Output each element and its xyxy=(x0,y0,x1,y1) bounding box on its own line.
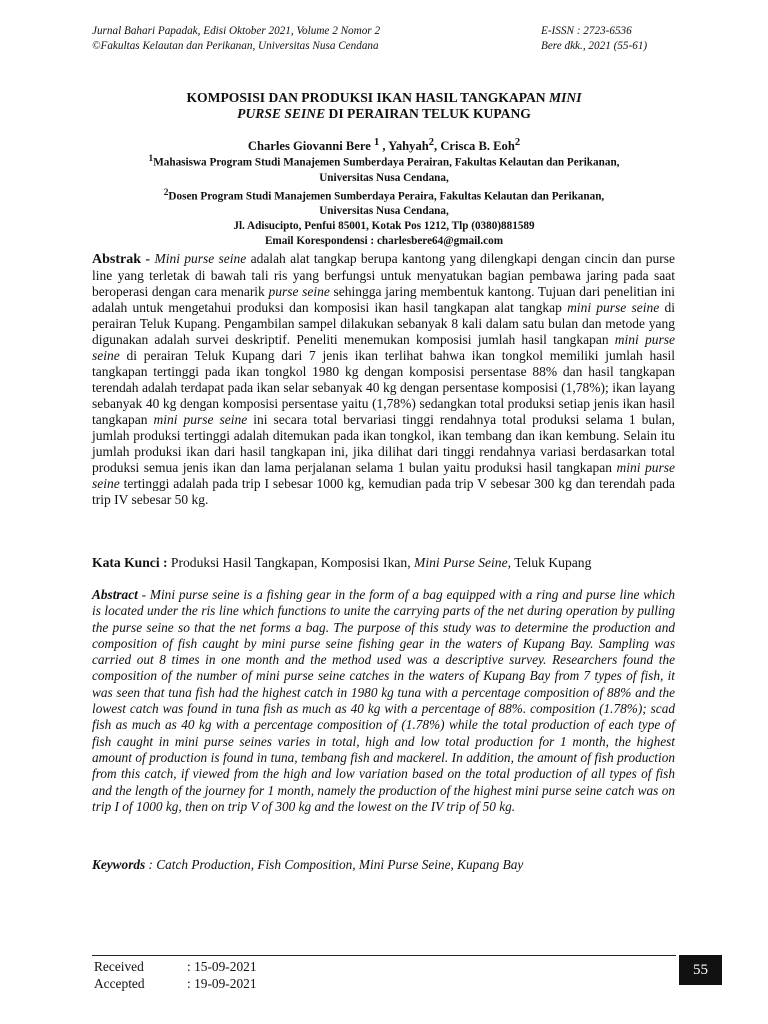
abstract-en-paragraph xyxy=(92,587,675,815)
abstract-en-label: Abstract xyxy=(92,587,138,602)
title-line2-italic: PURSE SEINE xyxy=(237,106,326,121)
author-3-sup: 2 xyxy=(514,137,521,148)
affiliation-1: Mahasiswa Program Studi Manajemen Sumberdaya Perairan, Fakultas Kelautan dan Perikanan, xyxy=(153,156,620,169)
correspondence-email: Email Korespondensi : charlesbere64@gmail.com xyxy=(264,235,504,248)
affiliation-2-sup: 2 xyxy=(163,187,169,198)
address: Jl. Adisucipto, Penfui 85001, Kotak Pos 1212, Tlp (0380)881589 xyxy=(233,220,535,233)
kata-kunci xyxy=(92,555,675,571)
keywords-en-text: : Catch Production, Fish Composition, Mini Purse Seine, Kupang Bay xyxy=(145,857,524,872)
affiliations xyxy=(92,152,676,249)
abstrak-italic-1: Mini purse seine xyxy=(154,251,247,266)
received-date: : 15-09-2021 xyxy=(187,959,257,974)
keywords-en-label: Keywords xyxy=(92,857,146,872)
abstrak-paragraph xyxy=(92,251,675,508)
journal-header: Jurnal Bahari Papadak, Edisi Oktober 2021, Volume 2 Nomor 2 xyxy=(92,25,381,37)
author-1-sup: 1 xyxy=(373,137,380,148)
title-line1: KOMPOSISI DAN PRODUKSI IKAN HASIL TANGKAPAN xyxy=(186,90,550,105)
title-line2: DI PERAIRAN TELUK KUPANG xyxy=(325,106,531,121)
author-1: Charles Giovanni Bere xyxy=(247,139,374,154)
abstrak-text-5: ini secara total bervariasi tinggi rendahnya total produksi selama 1 bulan, jumlah produksi tertinggi adalah ditemukan pada ikan tongkol, ikan tembang dan ikan kembung. Selain itu jumlah produksi ikan dari hasil tangkapan ini, jika dilihat dari tinggi rendahnya variasi berdasarkan total produksi semua jenis ikan dan lama perjalanan selama 1 bulan yaitu produksi hasil tangkapan xyxy=(92,412,675,475)
affiliation-2-university: Universitas Nusa Cendana, xyxy=(319,205,449,218)
paper-title xyxy=(92,90,676,122)
faculty-header: ©Fakultas Kelautan dan Perikanan, Universitas Nusa Cendana xyxy=(92,40,379,52)
abstrak-text-6: tertinggi adalah pada trip I sebesar 1000 kg, kemudian pada trip V sebesar 300 kg dan terendah pada trip IV sebesar 50 kg. xyxy=(92,476,675,507)
abstrak-text-4: di perairan Teluk Kupang dari 7 jenis ikan terlihat bahwa ikan tongkol memiliki jumlah hasil tangkapan tertinggi pada ikan tongkol 1980 kg dengan komposisi persentase 88% dan hasil tangkapan terendah adalah terdapat pada ikan selar sebanyak 40 kg dengan persentase komposisi (1,78%); ikan layang sebanyak 40 kg dengan komposisi persentase yaitu (1,78%) sedangkan total produksi setiap jenis ikan hasil tangkapan xyxy=(92,348,675,427)
title-line1-italic: MINI xyxy=(549,90,582,105)
abstrak-text-3: di perairan Teluk Kupang. Pengambilan sampel dilakukan sebanyak 8 kali dalam satu bulan dan metode yang digunakan adalah survei deskriptif. Peneliti menemukan komposisi jumlah hasil tangkapan xyxy=(92,300,675,347)
abstrak-italic-4: mini purse seine xyxy=(92,332,675,363)
footer-divider xyxy=(92,955,676,956)
affiliation-1-sup: 1 xyxy=(148,154,154,164)
page-number: 55 xyxy=(679,955,722,985)
accepted-label: Accepted xyxy=(94,976,145,991)
abstrak-label: Abstrak - xyxy=(92,252,155,267)
affiliation-2: Dosen Program Studi Manajemen Sumberdaya Peraira, Fakultas Kelautan dan Perikanan, xyxy=(168,190,605,203)
abstrak-text-2: sehingga jaring membentuk kantong. Tujuan dari penelitian ini adalah untuk mengetahui produksi dan komposisi ikan hasil tangkapan alat tangkap xyxy=(92,284,675,315)
received-label: Received xyxy=(94,959,144,974)
keywords-en xyxy=(92,857,675,873)
citation-header: Bere dkk., 2021 (55-61) xyxy=(541,40,648,52)
abstrak-text-1: adalah alat tangkap berupa kantong yang dilengkapi dengan cincin dan purse line yang terletak di bawah tali ris yang berfungsi untuk menyatukan bagian pembawa jaring pada saat beroperasi dengan cara menarik xyxy=(92,251,675,299)
abstrak-italic-3: mini purse seine xyxy=(567,300,660,315)
author-2: , Yahyah xyxy=(379,139,429,154)
kata-kunci-text-2: Teluk Kupang xyxy=(511,555,592,570)
author-3: , Crisca B. Eoh xyxy=(434,139,515,154)
issn-header: E-ISSN : 2723-6536 xyxy=(541,25,632,37)
kata-kunci-text-1: Produksi Hasil Tangkapan, Komposisi Ikan, xyxy=(170,555,415,570)
abstrak-italic-2: purse seine xyxy=(268,284,330,299)
author-2-sup: 2 xyxy=(428,137,435,148)
abstrak-italic-5: mini purse seine xyxy=(153,412,248,427)
abstract-en-text: - Mini purse seine is a fishing gear in the form of a bag equipped with a ring and purse line which is located under the ris line which functions to unite the carrying parts of the net during operation by pulling the purse seine so that the net forms a bag. The purpose of this study was to determine the production and composition of fish caught by mini purse seine fishing gear in the waters of Kupang Bay. Sampling was carried out 8 times in one month and the method used was a descriptive survey. Researchers found the composition of the number of mini purse seine catches in the waters of Kupang Bay from 7 types of fish, it was seen that tuna fish had the highest catch in 1980 kg tuna with a percentage composition of 88% and the lowest catch was found in tuna fish as much as 40 kg with a percentage of 88%. composition (1.78%); scad fish as much as 40 kg with a percentage composition of (1.78%) while the total production of each type of fish caught in mini purse seines varies in total, high and low total production for 1 month, the highest amount of production is found in tuna, tembang fish and mackerel. In addition, the amount of fish production from this catch, if viewed from the high and low variation based on the total production of all types of fish and the length of the journey for 1 month, namely the production of the highest mini purse seine catch was on trip I of 1000 kg, then on trip V of 300 kg and the lowest on the IV trip of 50 kg. xyxy=(92,587,675,814)
kata-kunci-label: Kata Kunci : xyxy=(92,555,171,570)
affiliation-1-university: Universitas Nusa Cendana, xyxy=(319,171,449,184)
kata-kunci-italic: Mini Purse Seine, xyxy=(414,555,512,570)
abstrak-italic-6: mini purse seine xyxy=(92,460,675,491)
accepted-date: : 19-09-2021 xyxy=(187,976,257,991)
